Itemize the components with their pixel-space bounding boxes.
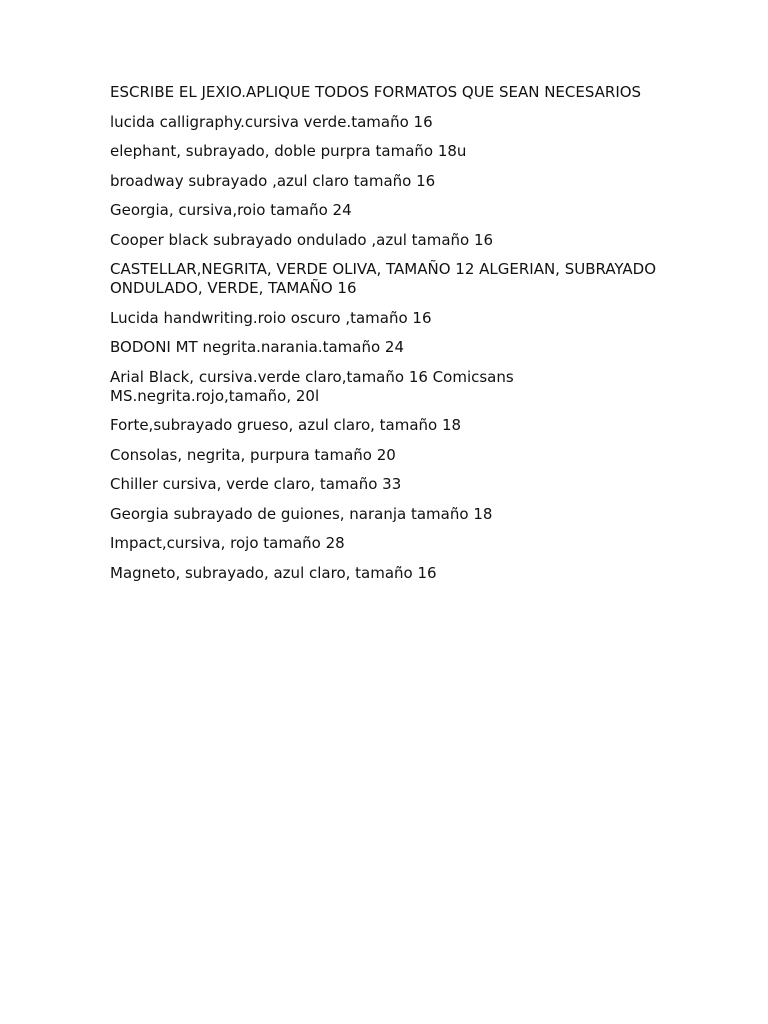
paragraph: Forte,subrayado grueso, azul claro, tamaño 18 (110, 416, 462, 434)
paragraph: broadway subrayado ,azul claro tamaño 16 (110, 171, 436, 190)
paragraph: Chiller cursiva, verde claro, tamaño 33 (110, 475, 402, 493)
paragraph: Consolas, negrita, purpura tamaño 20 (110, 445, 396, 464)
paragraph: Cooper black subrayado ondulado ,azul tamaño 16 (110, 230, 494, 249)
paragraph: Georgia, cursiva,roio tamaño 24 (110, 201, 352, 219)
paragraph: Georgia subrayado de guiones, naranja tamaño 18 (110, 504, 493, 523)
paragraph: BODONI MT negrita.narania.tamaño 24 (110, 338, 405, 356)
paragraph: elephant, subrayado, doble purpra tamaño 18u (110, 142, 467, 160)
paragraph: Magneto, subrayado, azul claro, tamaño 16 (110, 563, 437, 582)
paragraph: CASTELLAR,NEGRITA, VERDE OLIVA, TAMAÑO 12 ALGERIAN, SUBRAYADO ONDULADO, VERDE, TAMAÑO 16 (110, 260, 657, 297)
paragraph: Arial Black, cursiva.verde claro,tamaño 16 Comicsans MS.negrita.rojo,tamaño, 20l (110, 367, 514, 405)
document-title: ESCRIBE EL JEXIO.APLIQUE TODOS FORMATOS QUE SEAN NECESARIOS (110, 83, 642, 101)
document-body (110, 83, 670, 593)
paragraph: Impact,cursiva, rojo tamaño 28 (110, 534, 345, 552)
paragraph: lucida calligraphy.cursiva verde.tamaño 16 (110, 112, 433, 131)
paragraph: Lucida handwriting.roio oscuro ,tamaño 16 (110, 308, 432, 327)
